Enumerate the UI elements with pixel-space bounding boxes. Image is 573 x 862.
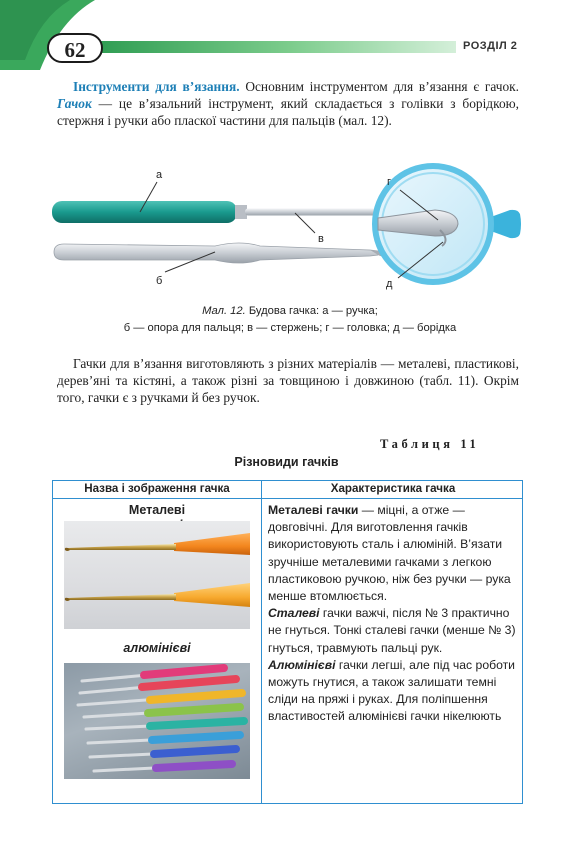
desc-steel-text: гачки важчі, після № 3 практично не гнуться. Тонкі сталеві гачки (менше № 3) гнуться, травмують пальці рук. (268, 606, 516, 655)
label-a: а (156, 169, 163, 181)
magnifier (375, 166, 521, 282)
caption-line-1: Будова гачка: а — ручка; (245, 305, 378, 317)
label-b: б (156, 275, 163, 287)
table-header-name: Назва і зображення гачка (84, 482, 230, 495)
table-divider-horizontal (53, 498, 522, 499)
intro-text-2: — це в’язальний інструмент, який складається з голівки з борідкою, стержня і ручки або пласкої частини для пальців (мал. 12). (57, 96, 519, 128)
header-bar (86, 41, 456, 53)
label-d: д (386, 278, 393, 290)
materials-paragraph: Гачки для в’язання виготовляють з різних матеріалів — металеві, пластикові, дерев’яні та кістяні, а також різні за товщиною і довжиною (табл. 11). Окрім того, гачки є з ручками й без ручок. (57, 356, 519, 405)
aluminum-hooks-photo (64, 663, 250, 779)
intro-term: Гачок (57, 96, 92, 111)
desc-metal (268, 502, 518, 605)
section-label: РОЗДІЛ 2 (463, 40, 518, 52)
characteristics-text (268, 502, 518, 726)
caption-ref: Мал. 12. (202, 305, 246, 317)
metal-title: Металеві (128, 503, 186, 517)
figure-caption (40, 303, 540, 337)
steel-title: сталеві (131, 518, 183, 532)
intro-heading: Інструменти для в’язання. (73, 79, 240, 94)
caption-line-2: б — опора для пальця; в — стержень; г — головка; д — борідка (123, 322, 457, 334)
table-number: Таблиця 11 (380, 437, 480, 451)
desc-aluminum (268, 657, 518, 726)
intro-text-1: Основним інструментом для в’язання є гачок. (239, 79, 520, 94)
hooks-table (52, 480, 523, 804)
hook-bottom (54, 243, 386, 263)
page-number: 62 (47, 33, 103, 63)
desc-aluminum-text: гачки легші, але під час роботи можуть гнутися, а також залишати темні сліди на пряжі і руках. Для поліпшення властивостей алюмінієві гачки нікелюють (268, 657, 515, 724)
desc-steel-term: Сталеві (268, 606, 320, 621)
desc-metal-term: Металеві гачки (268, 503, 359, 517)
label-g: г (387, 176, 392, 188)
hook-diagram (40, 160, 540, 300)
desc-metal-text: — міцні, а отже — довговічні. Для виготовлення гачків використовують сталь і алюміній. В’язати зручніше металевими гачками з легкою пластиковою ручкою, ніж без ручки — рука менше втомлюється. (268, 503, 511, 604)
table-header-characteristics: Характеристика гачка (330, 482, 456, 495)
steel-hooks-photo (64, 521, 250, 629)
label-v: в (318, 233, 324, 245)
desc-aluminum-term: Алюмінієві (268, 657, 336, 672)
desc-steel (268, 605, 518, 657)
intro-paragraph (57, 78, 519, 129)
table-title: Різновиди гачків (234, 455, 339, 469)
table-divider-vertical (261, 481, 262, 803)
aluminum-title: алюмінієві (123, 641, 191, 655)
